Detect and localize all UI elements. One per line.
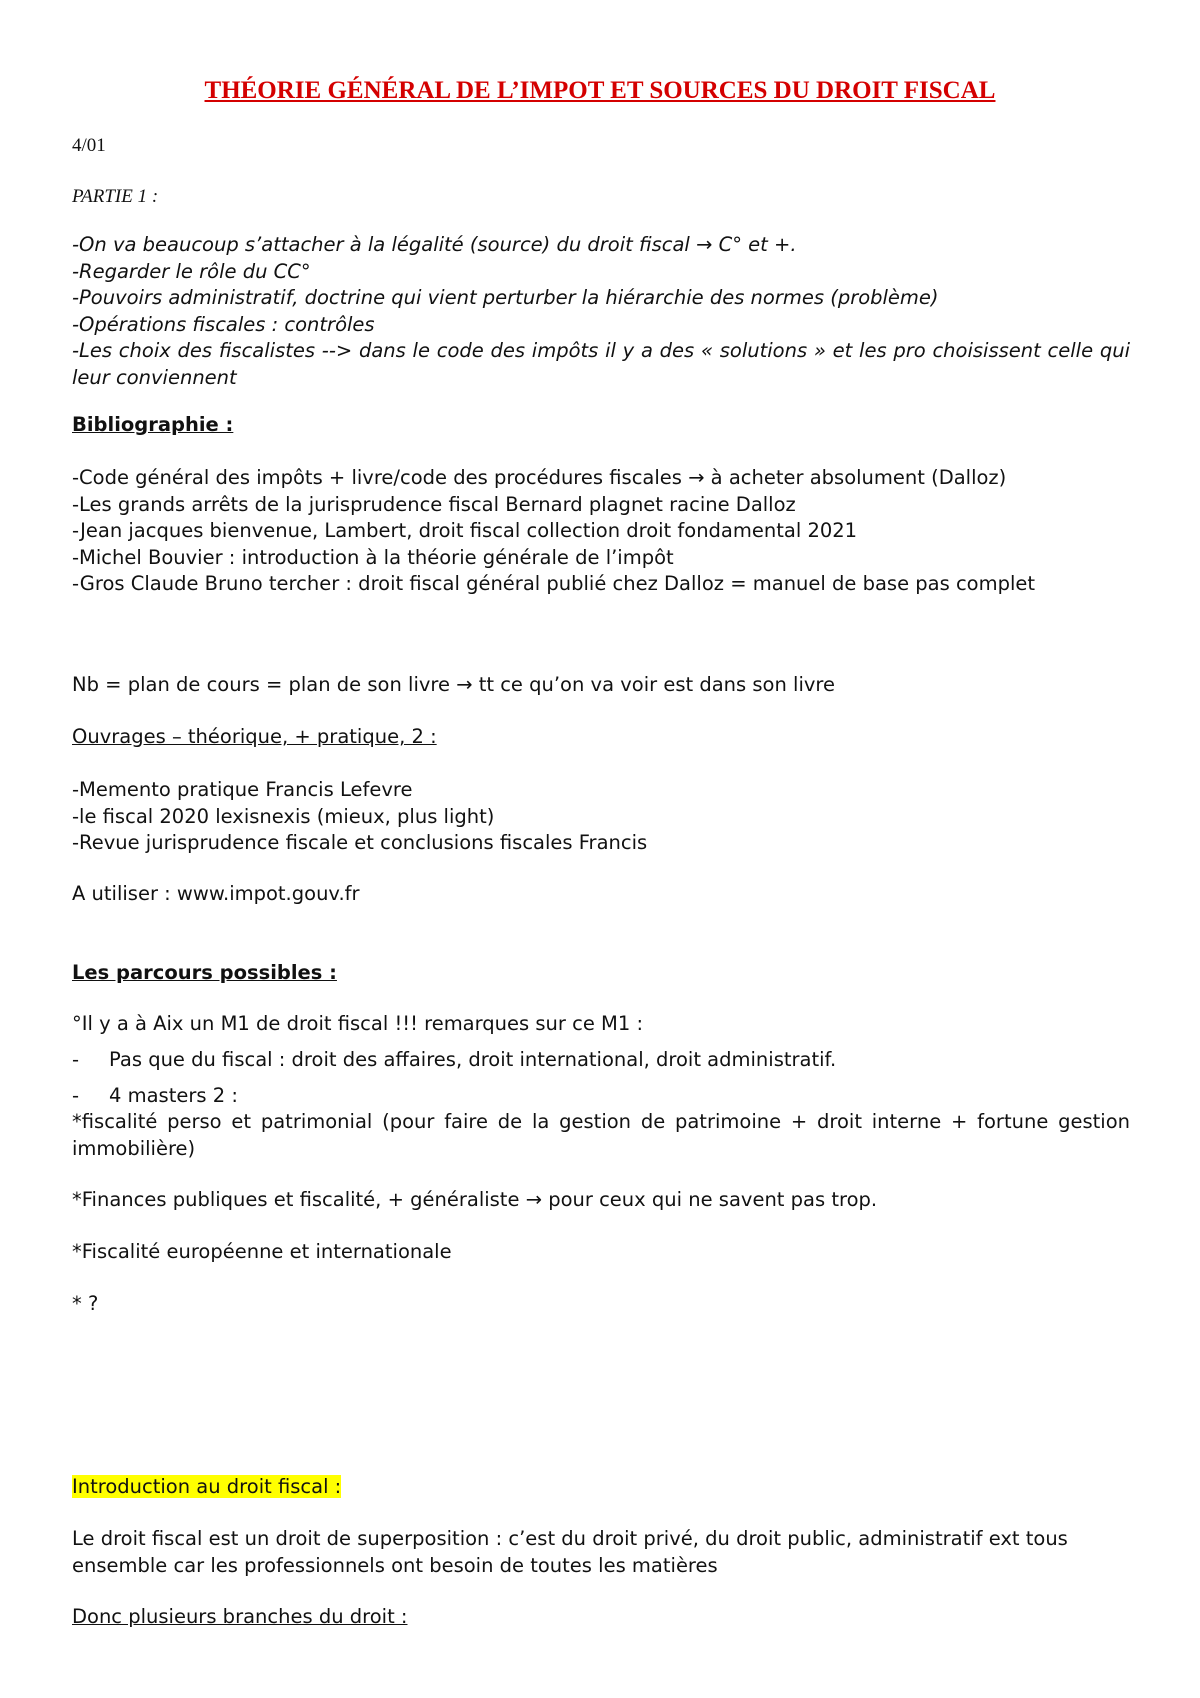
intro-heading: Introduction au droit fiscal : [72,1475,342,1498]
master-line: *fiscalité perso et patrimonial (pour faire de la gestion de patrimoine + droit interne + fortune gestion immobilière) [72,1110,1130,1160]
bullet-dash: - [72,1084,80,1107]
biblio-line: -Code général des impôts + livre/code des procédures fiscales → à acheter absolument (Dalloz) [72,466,1007,489]
bullet-text: 4 masters 2 : [109,1084,238,1107]
utiliser-line: A utiliser : www.impot.gouv.fr [72,882,360,905]
master-line: *Fiscalité européenne et internationale [72,1240,452,1263]
parcours-heading: Les parcours possibles : [72,961,337,984]
master-line: *Finances publiques et fiscalité, + généraliste → pour ceux qui ne savent pas trop. [72,1188,878,1211]
intro-paragraph: Le droit fiscal est un droit de superposition : c’est du droit privé, du droit public, administratif ext tous ensemble car les professionnels ont besoin de toutes les matières [72,1527,1068,1577]
partie-line: -Regarder le rôle du CC° [72,259,311,283]
partie-line: -Opérations fiscales : contrôles [72,312,375,336]
partie-heading: PARTIE 1 : [72,186,159,207]
biblio-line: -Jean jacques bienvenue, Lambert, droit fiscal collection droit fondamental 2021 [72,519,858,542]
bibliographie-list [72,465,1130,598]
date-label: 4/01 [72,135,106,156]
parcours-intro: °Il y a à Aix un M1 de droit fiscal !!! remarques sur ce M1 : [72,1012,644,1035]
partie-line: -Pouvoirs administratif, doctrine qui vient perturber la hiérarchie des normes (problème) [72,286,939,309]
biblio-line: -Les grands arrêts de la jurisprudence fiscal Bernard plagnet racine Dalloz [72,492,796,516]
bibliographie-heading: Bibliographie : [72,413,234,436]
ouvrages-heading: Ouvrages – théorique, + pratique, 2 : [72,725,437,748]
biblio-line: -Gros Claude Bruno tercher : droit fiscal général publié chez Dalloz = manuel de base pas complet [72,572,1036,595]
ouvrage-line: -Memento pratique Francis Lefevre [72,778,413,801]
intro-heading-row [72,1474,1130,1501]
bullet-text: Pas que du fiscal : droit des affaires, droit international, droit administratif. [109,1048,837,1071]
bullet-dash: - [72,1048,80,1071]
partie-line: -Les choix des fiscalistes --> dans le code des impôts il y a des « solutions » et les pro choisissent celle qui leur conviennent [72,339,1130,389]
partie-line: -On va beaucoup s’attacher à la légalité (source) du droit fiscal → C° et +. [72,233,797,256]
branches-heading: Donc plusieurs branches du droit : [72,1605,408,1628]
nb-line: Nb = plan de cours = plan de son livre → tt ce qu’on va voir est dans son livre [72,673,835,696]
parcours-bullet [72,1047,1130,1074]
document-title: THÉORIE GÉNÉRAL DE L’IMPOT ET SOURCES DU DROIT FISCAL [204,77,996,104]
master-line: * ? [72,1292,99,1315]
parcours-bullet [72,1083,1130,1110]
ouvrage-line: -Revue jurisprudence fiscale et conclusions fiscales Francis [72,831,648,854]
biblio-line: -Michel Bouvier : introduction à la théorie générale de l’impôt [72,545,674,569]
ouvrages-list [72,777,1130,857]
ouvrage-line: -le fiscal 2020 lexisnexis (mieux, plus light) [72,804,495,828]
partie-list [72,232,1130,391]
